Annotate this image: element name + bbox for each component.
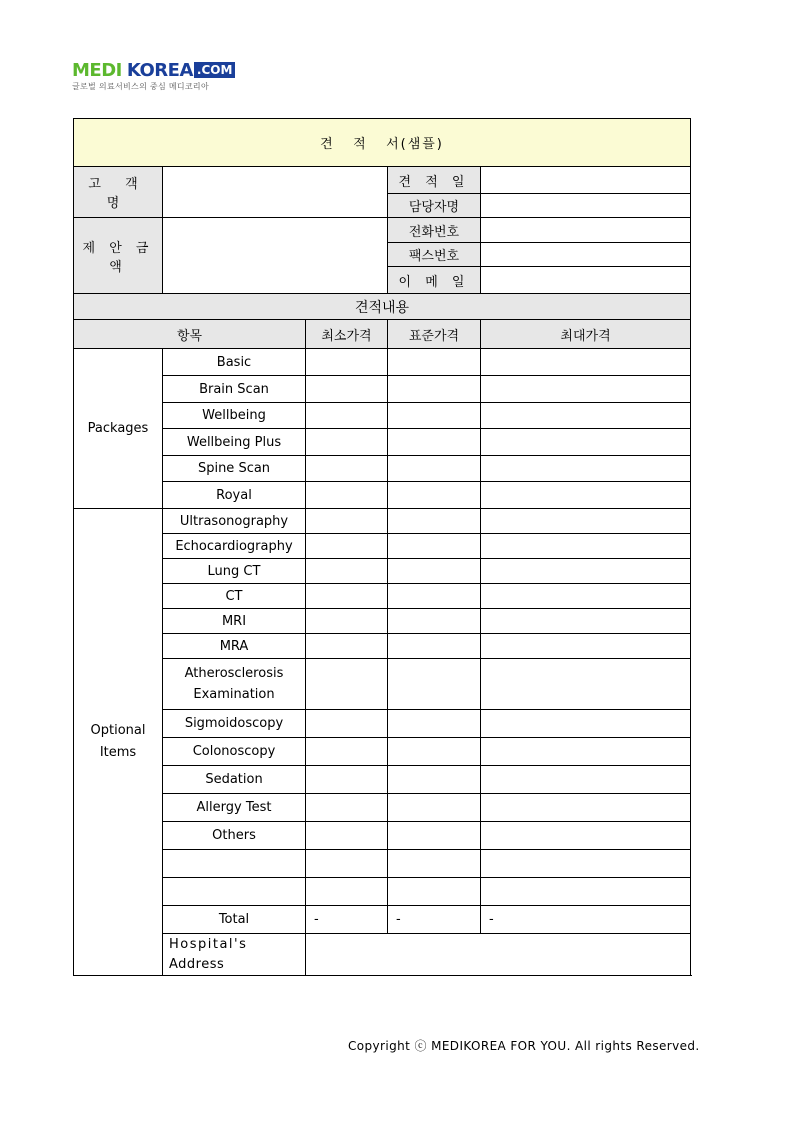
max-price-cell[interactable] bbox=[481, 509, 691, 534]
standard-price-cell[interactable] bbox=[388, 659, 481, 710]
table-row bbox=[74, 766, 691, 794]
optional-item-name: Allergy Test bbox=[163, 794, 306, 822]
standard-price-cell[interactable] bbox=[388, 794, 481, 822]
table-row bbox=[74, 850, 691, 878]
total-max-price: - bbox=[481, 906, 691, 934]
standard-price-cell[interactable] bbox=[388, 429, 481, 456]
optional-label-line2: Items bbox=[99, 745, 137, 760]
max-price-cell[interactable] bbox=[481, 822, 691, 850]
optional-item-name: Lung CT bbox=[163, 559, 306, 584]
standard-price-cell[interactable] bbox=[388, 403, 481, 429]
min-price-cell[interactable] bbox=[306, 738, 388, 766]
max-price-cell[interactable] bbox=[481, 482, 691, 509]
proposed-amount-label: 제 안 금 액 bbox=[74, 218, 163, 294]
column-item-header: 항목 bbox=[74, 320, 306, 349]
max-price-cell[interactable] bbox=[481, 659, 691, 710]
table-row bbox=[74, 609, 691, 634]
email-label: 이 메 일 bbox=[388, 267, 481, 294]
phone-number-field[interactable] bbox=[481, 218, 691, 243]
section-title-row bbox=[74, 294, 691, 320]
max-price-cell[interactable] bbox=[481, 738, 691, 766]
standard-price-cell[interactable] bbox=[388, 738, 481, 766]
max-price-cell[interactable] bbox=[481, 429, 691, 456]
hospital-address-label bbox=[163, 934, 306, 976]
quote-details-title: 견적내용 bbox=[74, 294, 691, 320]
package-item-name: Wellbeing bbox=[163, 403, 306, 429]
min-price-cell[interactable] bbox=[306, 349, 388, 376]
standard-price-cell[interactable] bbox=[388, 376, 481, 403]
fax-number-label: 팩스번호 bbox=[388, 243, 481, 267]
customer-name-label: 고 객 명 bbox=[74, 167, 163, 218]
packages-group-label: Packages bbox=[74, 349, 163, 509]
column-standard-price-header: 표준가격 bbox=[388, 320, 481, 349]
max-price-cell[interactable] bbox=[481, 349, 691, 376]
address-label-line2: Address bbox=[169, 956, 225, 972]
table-row bbox=[74, 738, 691, 766]
logo-com-badge: .COM bbox=[194, 62, 236, 78]
manager-name-field[interactable] bbox=[481, 194, 691, 218]
title-row bbox=[74, 119, 691, 167]
standard-price-cell[interactable] bbox=[388, 710, 481, 738]
hospital-address-field[interactable] bbox=[306, 934, 691, 976]
max-price-cell[interactable] bbox=[481, 376, 691, 403]
table-row bbox=[74, 376, 691, 403]
optional-item-name: Ultrasonography bbox=[163, 509, 306, 534]
table-row bbox=[74, 794, 691, 822]
min-price-cell[interactable] bbox=[306, 794, 388, 822]
standard-price-cell[interactable] bbox=[388, 559, 481, 584]
optional-item-name: MRI bbox=[163, 609, 306, 634]
min-price-cell[interactable] bbox=[306, 403, 388, 429]
standard-price-cell[interactable] bbox=[388, 634, 481, 659]
optional-label-line1: Optional bbox=[90, 723, 146, 738]
package-item-name: Basic bbox=[163, 349, 306, 376]
min-price-cell[interactable] bbox=[306, 822, 388, 850]
max-price-cell[interactable] bbox=[481, 609, 691, 634]
table-row bbox=[74, 429, 691, 456]
logo-korea-text: KOREA bbox=[126, 59, 193, 81]
copyright-notice: Copyright ⓒ MEDIKOREA FOR YOU. All rights Reserved. bbox=[348, 1039, 700, 1053]
standard-price-cell[interactable] bbox=[388, 482, 481, 509]
package-item-name: Brain Scan bbox=[163, 376, 306, 403]
phone-number-label: 전화번호 bbox=[388, 218, 481, 243]
min-price-cell[interactable] bbox=[306, 710, 388, 738]
package-item-name: Spine Scan bbox=[163, 456, 306, 482]
min-price-cell[interactable] bbox=[306, 482, 388, 509]
standard-price-cell[interactable] bbox=[388, 584, 481, 609]
min-price-cell[interactable] bbox=[306, 878, 388, 906]
optional-item-name: Colonoscopy bbox=[163, 738, 306, 766]
table-row bbox=[74, 634, 691, 659]
table-row bbox=[74, 659, 691, 710]
standard-price-cell[interactable] bbox=[388, 850, 481, 878]
standard-price-cell[interactable] bbox=[388, 609, 481, 634]
blank-item-cell[interactable] bbox=[163, 878, 306, 906]
hospital-address-row bbox=[74, 934, 691, 976]
table-row bbox=[74, 349, 691, 376]
min-price-cell[interactable] bbox=[306, 609, 388, 634]
table-row bbox=[74, 584, 691, 609]
email-field[interactable] bbox=[481, 267, 691, 294]
min-price-cell[interactable] bbox=[306, 850, 388, 878]
header-row-phone bbox=[74, 218, 691, 243]
max-price-cell[interactable] bbox=[481, 534, 691, 559]
address-label-line1: Hospital's bbox=[169, 936, 248, 952]
manager-name-label: 담당자명 bbox=[388, 194, 481, 218]
min-price-cell[interactable] bbox=[306, 659, 388, 710]
optional-items-group-label bbox=[74, 509, 163, 976]
table-row bbox=[74, 403, 691, 429]
min-price-cell[interactable] bbox=[306, 534, 388, 559]
max-price-cell[interactable] bbox=[481, 766, 691, 794]
min-price-cell[interactable] bbox=[306, 429, 388, 456]
column-min-price-header: 최소가격 bbox=[306, 320, 388, 349]
optional-item-name: Sigmoidoscopy bbox=[163, 710, 306, 738]
table-row bbox=[74, 822, 691, 850]
standard-price-cell[interactable] bbox=[388, 456, 481, 482]
optional-item-name: Others bbox=[163, 822, 306, 850]
total-standard-price: - bbox=[388, 906, 481, 934]
min-price-cell[interactable] bbox=[306, 509, 388, 534]
proposed-amount-field[interactable] bbox=[163, 218, 388, 294]
quotation-table bbox=[73, 118, 691, 976]
standard-price-cell[interactable] bbox=[388, 349, 481, 376]
min-price-cell[interactable] bbox=[306, 584, 388, 609]
standard-price-cell[interactable] bbox=[388, 822, 481, 850]
optional-item-name: Echocardiography bbox=[163, 534, 306, 559]
standard-price-cell[interactable] bbox=[388, 534, 481, 559]
header-row-date bbox=[74, 167, 691, 194]
min-price-cell[interactable] bbox=[306, 634, 388, 659]
max-price-cell[interactable] bbox=[481, 794, 691, 822]
total-row bbox=[74, 906, 691, 934]
column-header-row bbox=[74, 320, 691, 349]
table-row bbox=[74, 559, 691, 584]
standard-price-cell[interactable] bbox=[388, 509, 481, 534]
package-item-name: Wellbeing Plus bbox=[163, 429, 306, 456]
max-price-cell[interactable] bbox=[481, 850, 691, 878]
max-price-cell[interactable] bbox=[481, 456, 691, 482]
max-price-cell[interactable] bbox=[481, 878, 691, 906]
standard-price-cell[interactable] bbox=[388, 766, 481, 794]
table-row bbox=[74, 482, 691, 509]
max-price-cell[interactable] bbox=[481, 559, 691, 584]
table-row bbox=[74, 534, 691, 559]
customer-name-field[interactable] bbox=[163, 167, 388, 218]
blank-item-cell[interactable] bbox=[163, 850, 306, 878]
fax-number-field[interactable] bbox=[481, 243, 691, 267]
max-price-cell[interactable] bbox=[481, 710, 691, 738]
document-title: 견 적 서(샘플) bbox=[74, 119, 691, 167]
logo-medi-text: MEDI bbox=[72, 59, 122, 81]
column-max-price-header: 최대가격 bbox=[481, 320, 691, 349]
quote-date-field[interactable] bbox=[481, 167, 691, 194]
optional-item-name: CT bbox=[163, 584, 306, 609]
package-item-name: Royal bbox=[163, 482, 306, 509]
optional-item-name: Sedation bbox=[163, 766, 306, 794]
atherosclerosis-line2: Examination bbox=[193, 687, 275, 702]
table-row bbox=[74, 878, 691, 906]
table-row bbox=[74, 509, 691, 534]
optional-item-name: MRA bbox=[163, 634, 306, 659]
medikorea-logo bbox=[72, 60, 235, 92]
max-price-cell[interactable] bbox=[481, 634, 691, 659]
min-price-cell[interactable] bbox=[306, 376, 388, 403]
max-price-cell[interactable] bbox=[481, 584, 691, 609]
total-label: Total bbox=[163, 906, 306, 934]
min-price-cell[interactable] bbox=[306, 766, 388, 794]
max-price-cell[interactable] bbox=[481, 403, 691, 429]
total-min-price: - bbox=[306, 906, 388, 934]
min-price-cell[interactable] bbox=[306, 456, 388, 482]
quote-date-label: 견 적 일 bbox=[388, 167, 481, 194]
min-price-cell[interactable] bbox=[306, 559, 388, 584]
optional-item-name bbox=[163, 659, 306, 710]
logo-tagline: 글로벌 의료서비스의 중심 메디코리아 bbox=[72, 82, 209, 91]
standard-price-cell[interactable] bbox=[388, 878, 481, 906]
atherosclerosis-line1: Atherosclerosis bbox=[184, 666, 284, 681]
table-row bbox=[74, 710, 691, 738]
table-row bbox=[74, 456, 691, 482]
